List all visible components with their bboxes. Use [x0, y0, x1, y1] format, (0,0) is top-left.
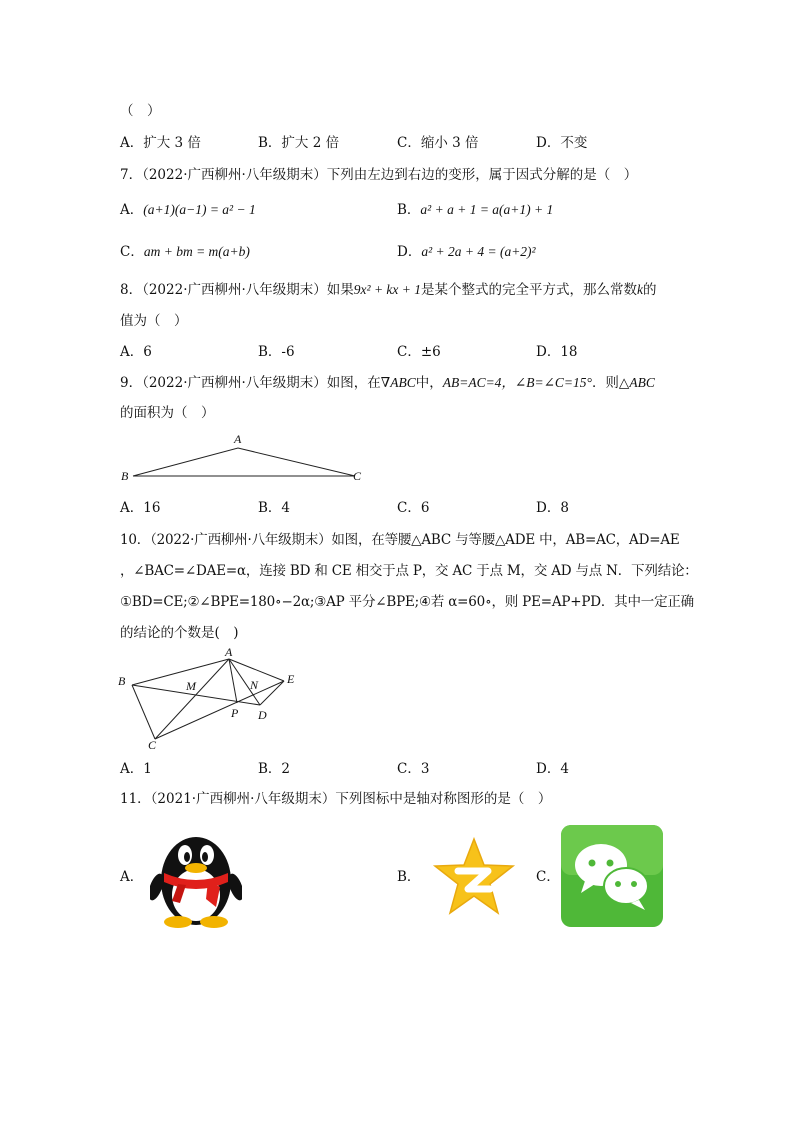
option-label: B．: [258, 344, 282, 360]
q9-condition: AB=AC=4，∠B=∠C=15°: [442, 375, 592, 390]
prev-option-d[interactable]: [536, 135, 587, 151]
option-label: D．: [397, 244, 422, 260]
option-text: 8: [560, 500, 569, 516]
option-label: B．: [258, 761, 282, 777]
q9-option-d[interactable]: [536, 500, 569, 516]
vertex-label-b: B: [118, 674, 126, 688]
vertex-label-a: A: [234, 432, 242, 446]
q10-option-d[interactable]: [536, 761, 569, 777]
option-text: 6: [143, 344, 152, 360]
q8-stem: [120, 282, 657, 298]
q10-stem-line4: 的结论的个数是( ): [120, 625, 239, 641]
q9-stem-line2: 的面积为（ ）: [120, 405, 215, 421]
q10-option-c[interactable]: [397, 761, 429, 777]
option-text: 3: [420, 761, 430, 777]
q10-stem-line1: 10．（2022·广西柳州·八年级期末）如图，在等腰△ABC 与等腰△ADE 中，AB=AC，AD=AE: [120, 532, 680, 548]
q9-stem-text: 中，: [415, 375, 443, 391]
q8-option-b[interactable]: [258, 344, 295, 360]
option-label: D．: [536, 135, 561, 151]
q9-option-c[interactable]: [397, 500, 429, 516]
q9-stem: [120, 375, 655, 391]
q7-option-d[interactable]: [397, 244, 536, 260]
prev-option-c[interactable]: [397, 135, 479, 151]
q9-triangle-figure: [115, 430, 375, 486]
prev-paren: （ ）: [120, 103, 161, 119]
chat-bubbles-icon[interactable]: [559, 823, 665, 929]
q8-stem-text: 是某个整式的完全平方式，那么常数: [421, 282, 638, 298]
q9-stem-text: 9．（2022·广西柳州·八年级期末）如图，在: [120, 375, 381, 391]
q7-option-b[interactable]: [397, 202, 553, 218]
option-text: -6: [281, 344, 295, 360]
option-label: C．: [397, 761, 421, 777]
option-label: D．: [536, 761, 561, 777]
option-text: a² + a + 1 = a(a+1) + 1: [420, 202, 554, 217]
q10-stem-line2: ，∠BAC=∠DAE=α，连接 BD 和 CE 相交于点 P，交 AC 于点 M，交 AD 与点 N．下列结论：: [120, 563, 698, 579]
q11-stem: 11．（2021·广西柳州·八年级期末）下列图标中是轴对称图形的是（ ）: [120, 791, 552, 807]
vertex-label-a: A: [225, 645, 233, 659]
option-text: 2: [281, 761, 291, 777]
q8-variable: k: [637, 282, 644, 297]
vertex-label-b: B: [121, 469, 129, 483]
q11-option-a-label[interactable]: A．: [120, 869, 144, 885]
option-text: am + bm = m(a+b): [143, 244, 250, 259]
q11-option-b-label[interactable]: B．: [397, 869, 421, 885]
q9-triangle: ∇ABC: [380, 375, 416, 390]
q10-option-a[interactable]: [120, 761, 152, 777]
option-label: A．: [120, 135, 144, 151]
option-text: 16: [143, 500, 161, 516]
option-text: 缩小 3 倍: [420, 135, 479, 151]
option-label: A．: [120, 500, 144, 516]
q8-stem-line2: 值为（ ）: [120, 313, 188, 329]
q10-option-b[interactable]: [258, 761, 290, 777]
q7-stem: 7．（2022·广西柳州·八年级期末）下列由左边到右边的变形，属于因式分解的是（ ）: [120, 167, 638, 183]
q8-option-d[interactable]: [536, 344, 578, 360]
vertex-label-d: D: [258, 708, 267, 722]
option-label: A．: [120, 761, 144, 777]
option-text: 扩大 3 倍: [143, 135, 201, 151]
q7-option-c[interactable]: [120, 244, 250, 260]
q9-option-b[interactable]: [258, 500, 290, 516]
penguin-icon[interactable]: [150, 825, 242, 929]
option-text: 4: [560, 761, 569, 777]
q9-stem-text: ．则△: [591, 375, 630, 391]
option-text: 不变: [560, 135, 588, 151]
vertex-label-c: C: [353, 469, 362, 483]
prev-option-a[interactable]: [120, 135, 201, 151]
option-label: A．: [120, 202, 144, 218]
option-label: D．: [536, 500, 561, 516]
q7-option-a[interactable]: [120, 202, 256, 218]
q8-option-c[interactable]: [397, 344, 441, 360]
option-label: D．: [536, 344, 561, 360]
vertex-label-c: C: [148, 738, 157, 752]
q8-option-a[interactable]: [120, 344, 152, 360]
option-text: (a+1)(a−1) = a² − 1: [143, 202, 256, 217]
option-label: C．: [397, 135, 421, 151]
q9-option-a[interactable]: [120, 500, 160, 516]
option-text: 1: [143, 761, 152, 777]
option-text: ±6: [420, 344, 441, 360]
option-label: C．: [120, 244, 144, 260]
point-label-m: M: [186, 679, 196, 693]
q10-stem-line3: ①BD=CE;②∠BPE=180∘−2α;③AP 平分∠BPE;④若 α=60∘，则 PE=AP+PD．其中一定正确: [120, 594, 694, 610]
option-label: A．: [120, 344, 144, 360]
option-text: 扩大 2 倍: [281, 135, 340, 151]
option-label: B．: [258, 500, 282, 516]
option-text: 18: [560, 344, 578, 360]
vertex-label-e: E: [287, 672, 295, 686]
option-text: a² + 2a + 4 = (a+2)²: [421, 244, 536, 259]
q11-option-c-label[interactable]: C．: [536, 869, 560, 885]
q8-stem-text: 的: [643, 282, 657, 298]
q9-triangle-name: ABC: [629, 375, 655, 390]
point-label-n: N: [250, 678, 259, 692]
option-label: C．: [397, 344, 421, 360]
q8-expression: 9x² + kx + 1: [353, 282, 422, 297]
point-label-p: P: [231, 706, 239, 720]
star-z-icon[interactable]: [432, 837, 516, 915]
q8-stem-text: 8．（2022·广西柳州·八年级期末）如果: [120, 282, 354, 298]
prev-option-b[interactable]: [258, 135, 339, 151]
option-text: 6: [420, 500, 430, 516]
option-label: C．: [397, 500, 421, 516]
option-label: B．: [258, 135, 282, 151]
option-label: B．: [397, 202, 421, 218]
option-text: 4: [281, 500, 291, 516]
q10-triangle-figure: [112, 645, 312, 753]
